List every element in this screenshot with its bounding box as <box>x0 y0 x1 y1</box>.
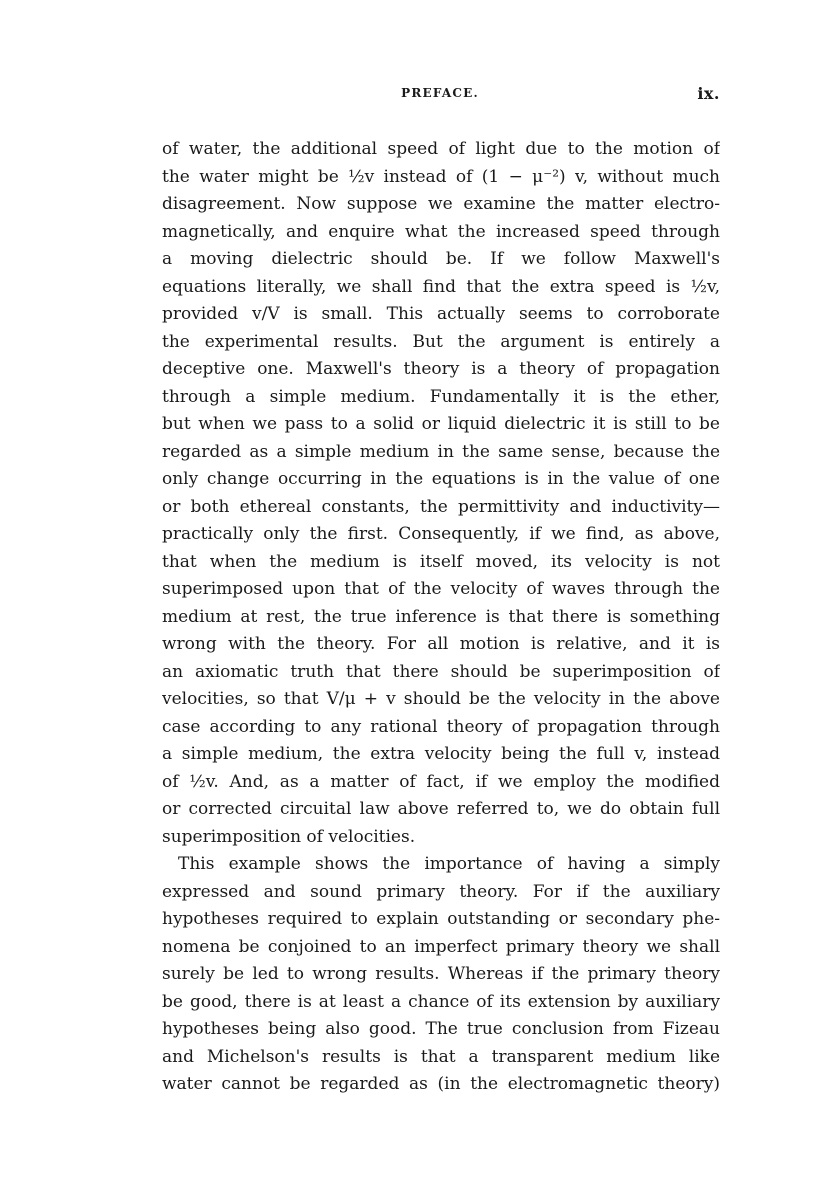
text-line: superimposed upon that of the velocity of waves through the <box>162 579 720 599</box>
text-line: only change occurring in the equations is in the value of one <box>162 469 720 489</box>
text-line: surely be led to wrong results. Whereas if the primary theory <box>162 964 720 984</box>
text-line: medium at rest, the true inference is that there is something <box>162 606 720 627</box>
text-line: disagreement. Now suppose we examine the matter electro- <box>162 194 720 214</box>
paragraph-2 <box>162 851 720 1099</box>
text-line: practically only the first. Consequently, if we find, as above, <box>162 524 720 544</box>
text-line: a simple medium, the extra velocity being the full v, instead <box>162 744 720 764</box>
text-line: expressed and sound primary theory. For if the auxiliary <box>162 881 720 902</box>
text-line: of water, the additional speed of light due to the motion of <box>162 139 720 159</box>
text-line: This example shows the importance of having a simply <box>178 854 720 874</box>
text-line: regarded as a simple medium in the same sense, because the <box>162 441 720 462</box>
body-text <box>162 136 720 1099</box>
page-number: ix. <box>697 84 720 103</box>
text-line: the water might be ½v instead of (1 − μ⁻²) v, without much <box>162 166 720 187</box>
text-line: hypotheses required to explain outstanding or secondary phe- <box>162 909 720 929</box>
text-line: velocities, so that V/μ + v should be the velocity in the above <box>162 689 720 709</box>
text-line: be good, there is at least a chance of its extension by auxiliary <box>162 991 720 1012</box>
text-line: or corrected circuital law above referred to, we do obtain full <box>162 799 720 819</box>
text-line: water cannot be regarded as (in the electromagnetic theory) <box>162 1074 720 1094</box>
text-line: that when the medium is itself moved, its velocity is not <box>162 551 720 572</box>
text-line: hypotheses being also good. The true conclusion from Fizeau <box>162 1019 720 1039</box>
text-line: a moving dielectric should be. If we follow Maxwell's <box>162 249 720 269</box>
text-line: through a simple medium. Fundamentally it is the ether, <box>162 386 720 407</box>
text-line: and Michelson's results is that a transparent medium like <box>162 1046 720 1067</box>
text-line: an axiomatic truth that there should be superimposition of <box>162 661 720 682</box>
text-line: equations literally, we shall find that the extra speed is ½v, <box>162 276 720 297</box>
paragraph-1 <box>162 136 720 851</box>
running-title: PREFACE. <box>401 86 479 100</box>
text-line: provided v/V is small. This actually seems to corroborate <box>162 304 720 324</box>
text-line: wrong with the theory. For all motion is relative, and it is <box>162 634 720 654</box>
text-line: deceptive one. Maxwell's theory is a theory of propagation <box>162 359 720 379</box>
text-line: case according to any rational theory of propagation through <box>162 716 720 737</box>
text-line: superimposition of velocities. <box>162 826 416 847</box>
running-head <box>160 84 720 108</box>
text-line: of ½v. And, as a matter of fact, if we employ the modified <box>162 771 720 792</box>
text-line: or both ethereal constants, the permittivity and inductivity— <box>162 496 720 517</box>
text-line: the experimental results. But the argument is entirely a <box>162 331 720 352</box>
text-line: magnetically, and enquire what the increased speed through <box>162 221 720 242</box>
text-line: but when we pass to a solid or liquid dielectric it is still to be <box>162 414 720 434</box>
text-line: nomena be conjoined to an imperfect primary theory we shall <box>162 936 720 957</box>
